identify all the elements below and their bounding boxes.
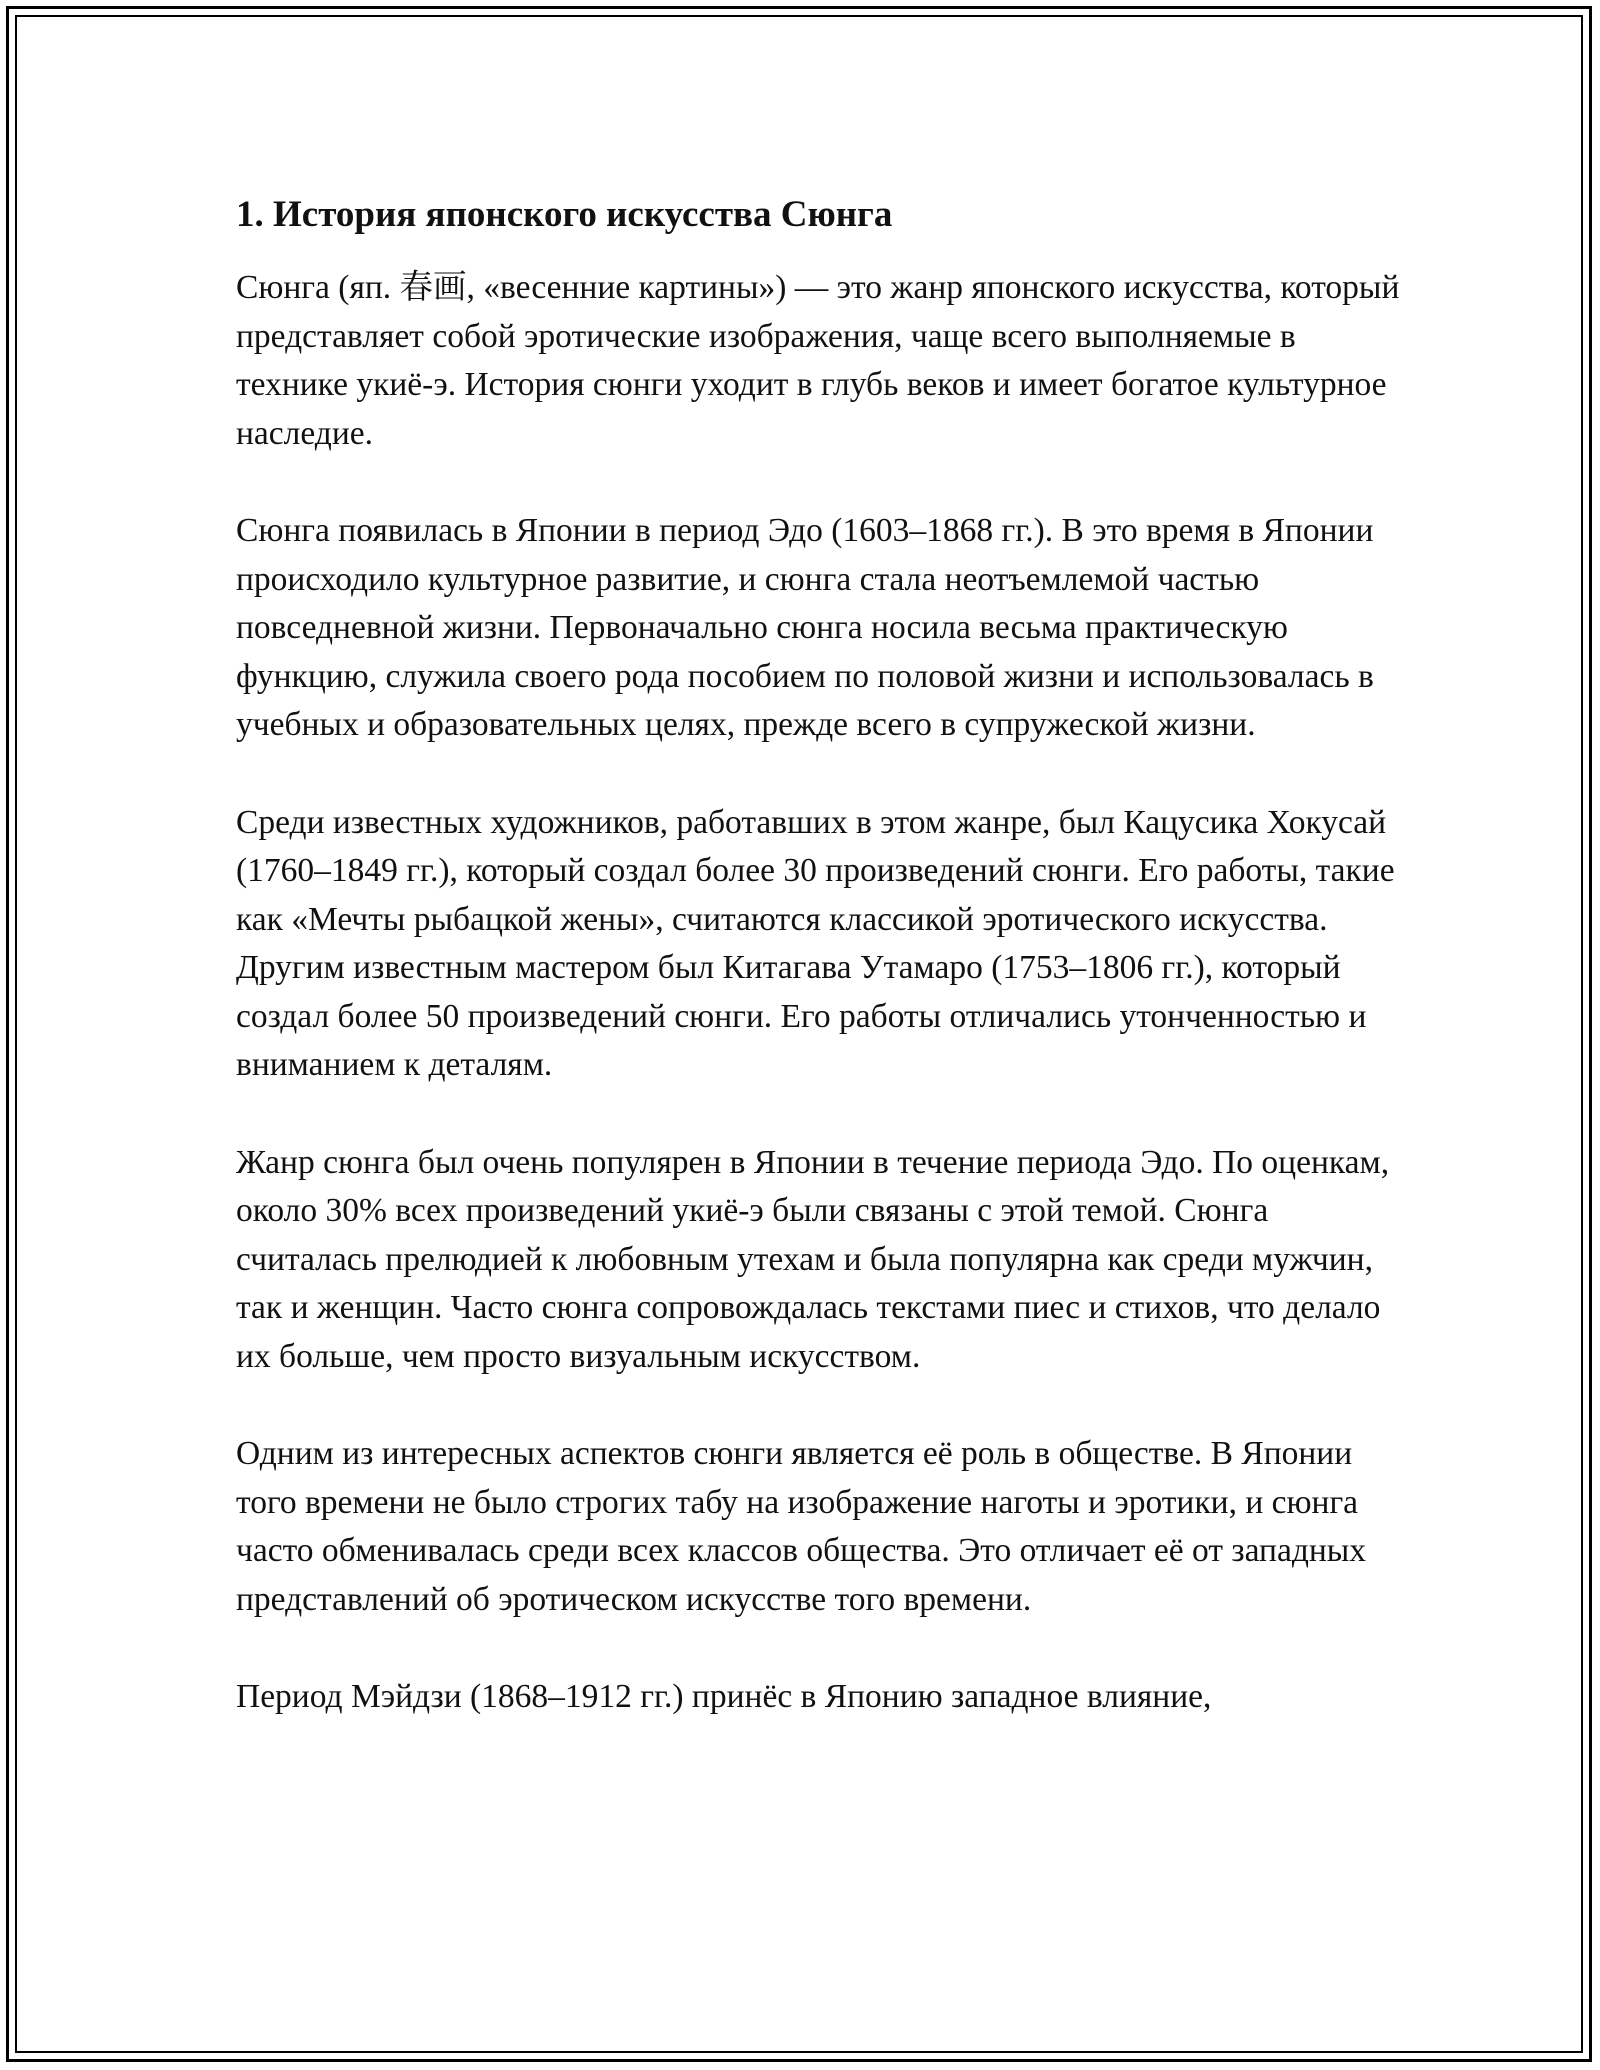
- paragraph-society: Одним из интересных аспектов сюнги является её роль в обществе. В Японии того времени не было строгих табу на изображение наготы и эротики, и сюнга часто обменивалась среди всех классов общества. Это отличает её от западных представлений об эротическом искусстве того времени.: [236, 1435, 1367, 1618]
- paragraph-popularity: Жанр сюнга был очень популярен в Японии в течение периода Эдо. По оценкам, около 30% всех произведений укиё-э были связаны с этой темой. Сюнга считалась прелюдией к любовным утехам и была популярна как среди мужчин, так и женщин. Часто сюнга сопровождалась текстами пиес и стихов, что делало их больше, чем просто визуальным искусством.: [236, 1143, 1390, 1375]
- section-heading: 1. История японского искусства Сюнга: [236, 194, 893, 235]
- paragraph-intro: Сюнга (яп. 春画, «весенние картины») — это жанр японского искусства, который представляет собой эротические изображения, чаще всего выполняемые в технике укиё-э. История сюнги уходит в глубь веков и имеет богатое культурное наследие.: [236, 269, 1400, 452]
- paragraph-meiji: Период Мэйдзи (1868–1912 гг.) принёс в Японию западное влияние,: [236, 1678, 1212, 1715]
- paragraph-edo-period: Сюнга появилась в Японии в период Эдо (1603–1868 гг.). В это время в Японии происходило культурное развитие, и сюнга стала неотъемлемой частью повседневной жизни. Первоначально сюнга носила весьма практическую функцию, служила своего рода пособием по половой жизни и использовалась в учебных и образовательных целях, прежде всего в супружеской жизни.: [236, 512, 1374, 743]
- document-page: [236, 190, 1406, 1771]
- paragraph-artists: Среди известных художников, работавших в этом жанре, был Кацусика Хокусай (1760–1849 гг.), который создал более 30 произведений сюнги. Его работы, такие как «Мечты рыбацкой жены», считаются классикой эротического искусства. Другим известным мастером был Китагава Утамаро (1753–1806 гг.), который создал более 50 произведений сюнги. Его работы отличались утонченностью и вниманием к деталям.: [236, 803, 1395, 1083]
